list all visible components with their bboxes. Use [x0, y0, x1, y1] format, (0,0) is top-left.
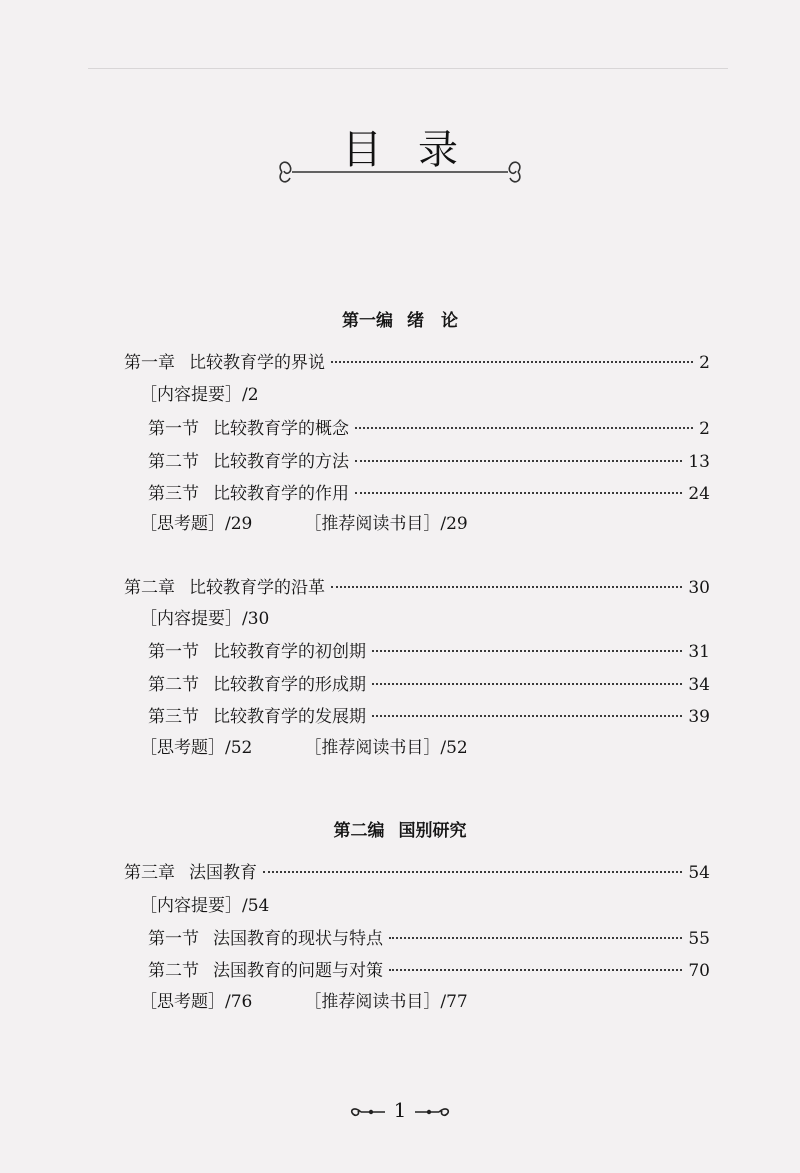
section-label: 第一节	[148, 929, 199, 949]
page-number: 54	[688, 863, 710, 883]
section-title: 比较教育学的作用	[213, 484, 349, 504]
part-heading-1	[0, 306, 800, 331]
toc-section[interactable]	[148, 928, 710, 950]
dot-leader	[355, 492, 682, 494]
toc-extras	[140, 513, 468, 535]
section-label: 第二节	[148, 675, 199, 695]
page-number: 13	[688, 452, 710, 472]
section-label: 第三节	[148, 707, 199, 727]
section-title: 比较教育学的方法	[213, 452, 349, 472]
right-flourish-icon	[413, 1102, 453, 1122]
dot-leader	[331, 586, 682, 588]
toc-section[interactable]	[148, 418, 710, 440]
summary-label: ［内容提要］/30	[140, 609, 270, 629]
part-name: 绪 论	[407, 311, 458, 331]
section-title: 比较教育学的初创期	[213, 642, 366, 662]
section-title: 比较教育学的发展期	[213, 707, 366, 727]
dot-leader	[355, 460, 682, 462]
chapter-label: 第一章	[124, 353, 175, 373]
dot-leader	[389, 969, 682, 971]
dot-leader	[263, 871, 682, 873]
toc-chapter-3[interactable]	[124, 862, 710, 884]
toc-title: 目录	[342, 127, 494, 173]
left-flourish-icon	[347, 1102, 387, 1122]
part-name: 国别研究	[398, 821, 467, 841]
questions-label[interactable]: ［思考题］/76	[140, 992, 253, 1012]
toc-section[interactable]	[148, 674, 710, 696]
title-ornament-icon	[272, 150, 528, 194]
chapter-label: 第二章	[124, 578, 175, 598]
dot-leader	[372, 683, 682, 685]
section-label: 第二节	[148, 452, 199, 472]
section-title: 法国教育的现状与特点	[213, 929, 383, 949]
page-footer	[0, 1098, 800, 1122]
toc-section[interactable]	[148, 960, 710, 982]
dot-leader	[331, 361, 693, 363]
section-title: 法国教育的问题与对策	[213, 961, 383, 981]
dot-leader	[355, 427, 693, 429]
toc-chapter-2[interactable]	[124, 577, 710, 599]
section-label: 第二节	[148, 961, 199, 981]
page-number: 31	[688, 642, 710, 662]
dot-leader	[372, 650, 682, 652]
questions-label[interactable]: ［思考题］/29	[140, 514, 253, 534]
part-heading-2	[0, 816, 800, 841]
toc-summary[interactable]	[140, 608, 269, 630]
summary-label: ［内容提要］/2	[140, 385, 259, 405]
dot-leader	[372, 715, 682, 717]
toc-section[interactable]	[148, 483, 710, 505]
page-number: 24	[688, 484, 710, 504]
summary-label: ［内容提要］/54	[140, 896, 270, 916]
chapter-label: 第三章	[124, 863, 175, 883]
reading-label[interactable]: ［推荐阅读书目］/29	[304, 514, 468, 534]
section-label: 第一节	[148, 642, 199, 662]
reading-label[interactable]: ［推荐阅读书目］/77	[304, 992, 468, 1012]
section-label: 第三节	[148, 484, 199, 504]
page-number: 70	[688, 961, 710, 981]
chapter-title: 比较教育学的沿革	[189, 578, 325, 598]
page-number: 55	[688, 929, 710, 949]
section-title: 比较教育学的形成期	[213, 675, 366, 695]
toc-chapter-1[interactable]	[124, 352, 710, 374]
section-title: 比较教育学的概念	[213, 419, 349, 439]
part-label: 第一编	[342, 311, 393, 331]
chapter-title: 法国教育	[189, 863, 257, 883]
toc-extras	[140, 737, 468, 759]
dot-leader	[389, 937, 682, 939]
questions-label[interactable]: ［思考题］/52	[140, 738, 253, 758]
toc-section[interactable]	[148, 451, 710, 473]
page-number: 39	[688, 707, 710, 727]
toc-summary[interactable]	[140, 895, 269, 917]
page-number: 34	[688, 675, 710, 695]
reading-label[interactable]: ［推荐阅读书目］/52	[304, 738, 468, 758]
toc-summary[interactable]	[140, 384, 259, 406]
toc-section[interactable]	[148, 641, 710, 663]
page-number: 30	[688, 578, 710, 598]
toc-extras	[140, 991, 468, 1013]
chapter-title: 比较教育学的界说	[189, 353, 325, 373]
header-rule	[88, 68, 728, 69]
toc-section[interactable]	[148, 706, 710, 728]
section-label: 第一节	[148, 419, 199, 439]
page-number-footer: 1	[393, 1098, 407, 1122]
page-number: 2	[699, 353, 710, 373]
part-label: 第二编	[333, 821, 385, 841]
page-number: 2	[699, 419, 710, 439]
